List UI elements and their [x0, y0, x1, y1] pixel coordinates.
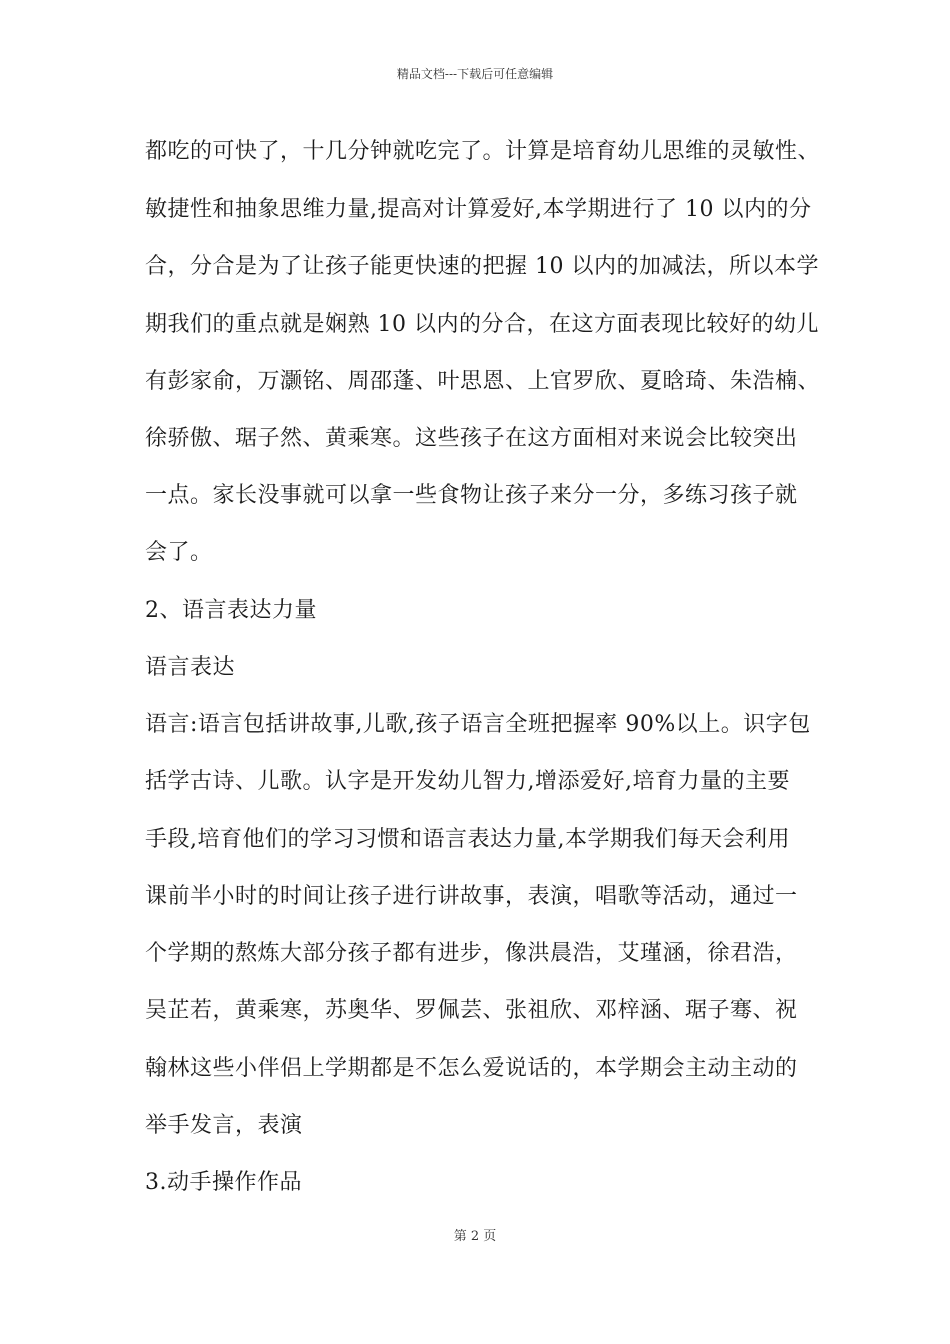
body-text-line: 徐骄傲、琚子然、黄乘寒。这些孩子在这方面相对来说会比较突出: [145, 426, 798, 451]
body-text-line: 有彭家俞，万灏铭、周邵蓬、叶思恩、上官罗欣、夏晗琦、朱浩楠、: [145, 369, 821, 394]
body-text-line: 敏捷性和抽象思维力量,提高对计算爱好,本学期进行了 10 以内的分: [145, 197, 812, 222]
body-text-line: 都吃的可快了，十几分钟就吃完了。计算是培育幼儿思维的灵敏性、: [145, 139, 821, 164]
body-text-line: 会了。: [145, 540, 213, 565]
subsection-heading: 语言表达: [145, 655, 236, 680]
body-text-line: 语言:语言包括讲故事,儿歌,孩子语言全班把握率 90%以上。识字包: [145, 712, 811, 737]
body-text-line: 个学期的熬炼大部分孩子都有进步，像洪晨浩，艾瑾涵，徐君浩，: [145, 941, 798, 966]
body-text-line: 一点。家长没事就可以拿一些食物让孩子来分一分，多练习孩子就: [145, 483, 798, 508]
body-text-line: 期我们的重点就是娴熟 10 以内的分合，在这方面表现比较好的幼儿: [145, 312, 819, 337]
body-text-line: 手段,培育他们的学习习惯和语言表达力量,本学期我们每天会利用: [145, 827, 790, 852]
page-header: 精品文档---下载后可任意编辑: [396, 67, 554, 81]
body-text-line: 翰林这些小伴侣上学期都是不怎么爱说话的，本学期会主动主动的: [145, 1056, 798, 1081]
section-heading: 2、语言表达力量: [145, 598, 317, 623]
body-text-line: 合，分合是为了让孩子能更快速的把握 10 以内的加减法，所以本学: [145, 254, 819, 279]
section-heading: 3.动手操作作品: [145, 1170, 302, 1195]
body-text-line: 举手发言，表演: [145, 1113, 303, 1138]
body-text-line: 课前半小时的时间让孩子进行讲故事，表演，唱歌等活动，通过一: [145, 884, 798, 909]
body-text-line: 括学古诗、儿歌。认字是开发幼儿智力,增添爱好,培育力量的主要: [145, 769, 790, 794]
page-number: 第 2 页: [453, 1229, 497, 1244]
body-text-line: 吴芷若，黄乘寒，苏奥华、罗佩芸、张祖欣、邓梓涵、琚子骞、祝: [145, 998, 798, 1023]
